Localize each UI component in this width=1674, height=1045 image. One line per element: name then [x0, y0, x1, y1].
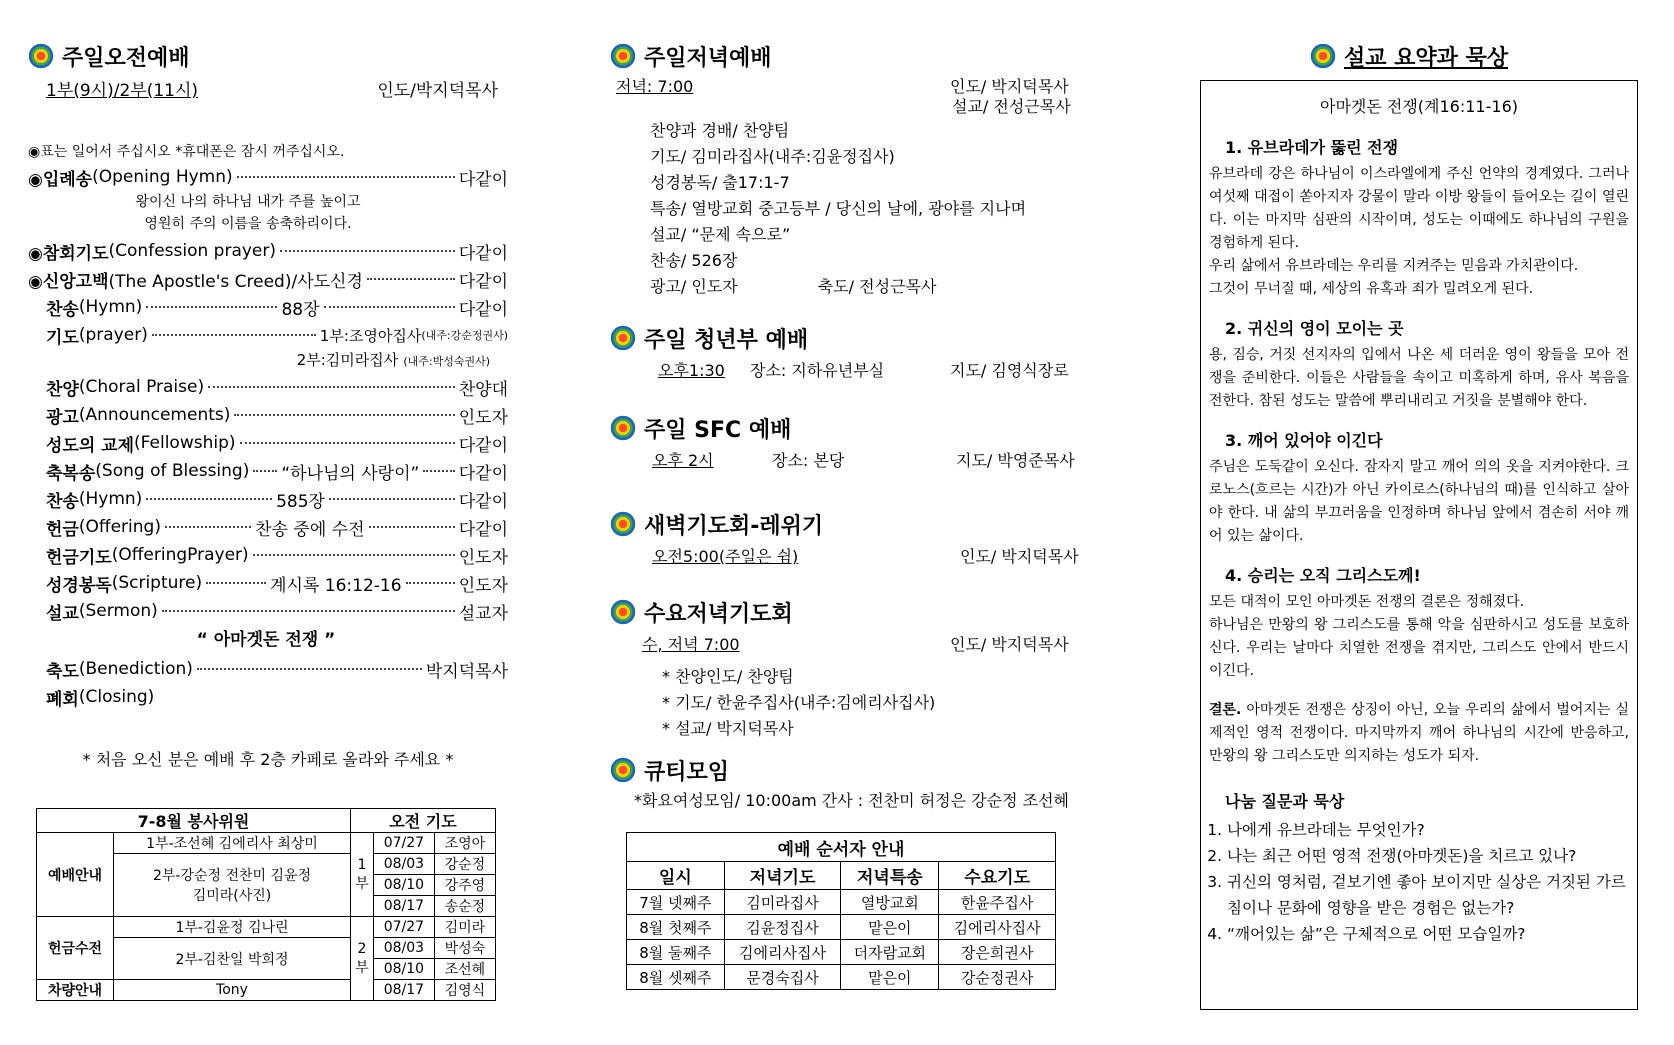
youth-guide: 지도/ 김영식장로 — [950, 361, 1069, 380]
order-label-en: (OfferingPrayer) — [111, 545, 249, 565]
evening-item: 기도/ 김미라집사(내주:김윤정집사) — [650, 147, 895, 166]
table-cell: 강순정권사 — [939, 965, 1056, 990]
table-cell: 8월 셋째주 — [627, 965, 725, 990]
prayer-part2: 2부:김미라집사 — [296, 351, 399, 369]
order-label: 광고 — [46, 407, 79, 428]
parking-name: Tony — [114, 980, 351, 1001]
order-label-en: (Offering) — [78, 517, 161, 537]
part2-label: 2 부 — [350, 917, 373, 1001]
order-label: 성경봉독 — [46, 575, 112, 596]
order-label-en: (Choral Praise) — [78, 377, 205, 397]
prayer-name: 김미라 — [434, 917, 495, 938]
summary-conclusion — [1209, 699, 1629, 768]
offering-part1: 1부-김윤정 김나린 — [114, 917, 351, 938]
order-label-en: (Scripture) — [111, 573, 203, 593]
prayer-name: 조선혜 — [434, 959, 495, 980]
sermon-title: “ 아마겟돈 전쟁 ” — [196, 630, 336, 650]
order-mid: 찬송 중에 수전 — [255, 519, 365, 540]
order-label-en: (The Apostle's Creed)/사도신경 — [108, 271, 363, 292]
opening-text-1: 왕이신 나의 하나님 내가 주를 높이고 — [135, 194, 361, 210]
table-header: 저녁기도 — [724, 862, 841, 890]
order-label: 찬양 — [46, 379, 79, 400]
table-cell: 김에리사집사 — [724, 940, 841, 965]
order-opening-hymn — [28, 163, 508, 191]
wednesday-item: * 기도/ 한윤주집사(내주:김에리사집사) — [662, 693, 936, 712]
church-emblem-icon — [1310, 43, 1336, 69]
table-cell: 7월 넷째주 — [627, 890, 725, 915]
youth-place: 장소: 지하유년부실 — [750, 361, 885, 380]
summary-point-3: 3. 깨어 있어야 이긴다 — [1225, 431, 1383, 450]
order-label-en: (Closing) — [78, 687, 155, 707]
evening-services-column — [610, 0, 1080, 990]
leader-dots — [165, 526, 251, 528]
order-label-en: (Fellowship) — [134, 433, 236, 453]
offering-part2: 2부-김찬일 박희정 — [114, 938, 351, 980]
table-cell: 맡은이 — [841, 965, 939, 990]
order-label-en: (Hymn) — [78, 297, 143, 317]
order-offering — [46, 513, 508, 541]
order-who: 다같이 — [458, 169, 508, 190]
leader-dots — [197, 668, 422, 670]
usher-label: 예배안내 — [37, 833, 114, 917]
worship-order-table — [626, 832, 1056, 990]
morning-times-row — [46, 76, 498, 101]
wednesday-leader: 인도/ 박지덕목사 — [950, 635, 1069, 654]
dawn-time: 오전5:00(주일은 쉼) — [652, 547, 799, 566]
usher-part1: 1부-조선혜 김에리사 최상미 — [114, 833, 351, 854]
prayer-date: 07/27 — [373, 833, 434, 854]
order-who: 인도자 — [458, 547, 508, 568]
offering-label: 헌금수전 — [37, 917, 114, 980]
order-confession — [28, 237, 508, 265]
order-blessing-song — [46, 457, 508, 485]
youth-time: 오후1:30 — [658, 361, 725, 380]
order-who: 다같이 — [458, 243, 508, 264]
order-mid: 계시록 16:12-16 — [270, 575, 402, 596]
leader-dots — [206, 582, 266, 584]
summary-point-1: 1. 유브라데가 뚫린 전쟁 — [1225, 138, 1399, 157]
order-label: 찬송 — [46, 299, 79, 320]
order-benediction — [46, 655, 508, 683]
standing-note: ◉표는 일어서 주십시오 *휴대폰은 잠시 꺼주십시오. — [28, 144, 345, 160]
table-header: 저녁특송 — [841, 862, 939, 890]
leader-dots — [253, 470, 277, 472]
leader-dots — [162, 610, 455, 612]
order-who: 인도자 — [458, 575, 508, 596]
order-label: ◉입례송 — [28, 169, 93, 190]
order-mid: 88장 — [281, 299, 320, 320]
leader-dots — [240, 442, 455, 444]
leader-dots — [237, 176, 455, 178]
evening-leader: 인도/ 박지덕목사 — [950, 77, 1069, 96]
summary-point-2: 2. 귀신의 영이 모이는 곳 — [1225, 319, 1404, 338]
wednesday-time: 수, 저녁 7:00 — [642, 635, 740, 654]
order-who: 설교자 — [458, 603, 508, 624]
order-hymn-1 — [46, 293, 508, 321]
evening-preacher: 설교/ 전성근목사 — [952, 97, 1071, 116]
evening-service-title: 주일저녁예배 — [644, 45, 772, 71]
usher-part2-line1: 2부-강순정 전찬미 김윤정 — [152, 868, 312, 884]
questions-title: 나눔 질문과 묵상 — [1225, 792, 1345, 811]
order-hymn-2 — [46, 485, 508, 513]
part1-label: 1 부 — [350, 833, 373, 917]
leader-dots — [406, 582, 455, 584]
prayer-name: 송순정 — [434, 896, 495, 917]
table-cell: 한윤주집사 — [939, 890, 1056, 915]
dawn-leader: 인도/ 박지덕목사 — [960, 547, 1079, 566]
dawn-info — [610, 542, 1080, 594]
order-who: 박지덕목사 — [425, 661, 508, 682]
prayer-part1: 1부:조영아집사 — [319, 326, 422, 345]
order-choral — [46, 373, 508, 401]
order-who: 다같이 — [458, 463, 508, 484]
summary-text: 우리 삶에서 유브라데는 우리를 지켜주는 믿음과 가치관이다. — [1209, 258, 1579, 274]
prayer-part2-next: (내주:박성숙권사) — [403, 355, 490, 368]
order-creed — [28, 265, 508, 293]
evening-item: 찬송/ 526장 — [650, 251, 738, 270]
question-item: 1. 나에게 유브라데는 무엇인가? — [1227, 817, 1629, 843]
table-row — [627, 890, 1056, 915]
church-emblem-icon — [610, 415, 636, 441]
table-cell: 장은희권사 — [939, 940, 1056, 965]
sermon-summary-box — [1200, 80, 1638, 1010]
summary-text: 유브라데 강은 하나님이 이스라엘에게 주신 언약의 경계였다. 그러나 여섯째 대접이 쏟아지자 강물이 말라 이방 왕들이 들어오는 길이 열린다. 이는 마지막 심판의 시작이며, 성도는 이때에도 하나님의 구원을 경험하게 된다. — [1209, 166, 1629, 251]
prayer-name: 박성숙 — [434, 938, 495, 959]
youth-info — [610, 356, 1080, 410]
volunteers-header: 7-8월 봉사위원 — [37, 809, 351, 833]
table-cell: 8월 둘째주 — [627, 940, 725, 965]
question-item: 2. 나는 최근 어떤 영적 전쟁(아마겟돈)을 치르고 있나? — [1227, 843, 1629, 869]
leader-dots — [146, 306, 277, 308]
worship-order-title: 예배 순서자 안내 — [627, 833, 1056, 862]
evening-item: 성경봉독/ 출17:1-7 — [650, 173, 790, 192]
table-cell: 맡은이 — [841, 915, 939, 940]
order-prayer — [46, 321, 508, 349]
morning-leader: 인도/박지덕목사 — [377, 81, 498, 101]
prayer-date: 08/03 — [373, 854, 434, 875]
usher-part2-line2: 김미라(사진) — [192, 888, 272, 904]
table-cell: 열방교회 — [841, 890, 939, 915]
order-who: 다같이 — [458, 519, 508, 540]
dawn-prayer-heading — [610, 506, 1080, 542]
table-header: 일시 — [627, 862, 725, 890]
order-who: 인도자 — [458, 407, 508, 428]
table-row — [627, 940, 1056, 965]
order-label: 성도의 교제 — [46, 435, 135, 456]
order-announcements — [46, 401, 508, 429]
leader-dots — [324, 306, 455, 308]
summary-text: 용, 짐승, 거짓 선지자의 입에서 나온 세 더러운 영이 왕들을 모아 전쟁을 준비한다. 이들은 사람들을 속이고 미혹하게 하며, 유사 복음을 전한다. 참된 성도는 말씀에 뿌리내리고 거짓을 분별해야 한다. — [1209, 347, 1629, 409]
leader-dots — [208, 386, 455, 388]
qt-text: *화요여성모임/ 10:00am 간사 : 전찬미 허정은 강순정 조선혜 — [634, 791, 1070, 810]
leader-dots — [423, 470, 454, 472]
summary-point-4: 4. 승리는 오직 그리스도께! — [1225, 566, 1421, 585]
order-label-en: (prayer) — [78, 325, 148, 345]
order-label: 찬송 — [46, 491, 79, 512]
visitor-note: * 처음 오신 분은 예배 후 2층 카페로 올라와 주세요 * — [82, 750, 454, 769]
table-cell: 문경숙집사 — [724, 965, 841, 990]
summary-text: 모든 대적이 모인 아마겟돈 전쟁의 결론은 정해졌다. — [1209, 594, 1525, 610]
table-cell: 김에리사집사 — [939, 915, 1056, 940]
evening-item: 찬양과 경배/ 찬양팀 — [650, 121, 790, 140]
church-emblem-icon — [610, 757, 636, 783]
sfc-time: 오후 2시 — [652, 451, 714, 470]
morning-service-heading — [28, 38, 508, 74]
prayer-name: 김영식 — [434, 980, 495, 1001]
conclusion-text: 아마겟돈 전쟁은 상징이 아닌, 오늘 우리의 삶에서 벌어지는 실제적인 영적 전쟁이다. 마지막까지 깨어 하나님의 시간에 반응하고, 만왕의 왕 그리스도만 의지하는 성도가 되자. — [1209, 702, 1629, 764]
prayer-name: 강순정 — [434, 854, 495, 875]
evening-order — [610, 118, 1080, 300]
leader-dots — [253, 554, 455, 556]
evening-benediction: 축도/ 전성근목사 — [817, 277, 937, 296]
leader-dots — [367, 278, 455, 280]
church-emblem-icon — [610, 43, 636, 69]
order-who: 다같이 — [458, 299, 508, 320]
table-cell: 김미라집사 — [724, 890, 841, 915]
table-header: 수요기도 — [939, 862, 1056, 890]
church-emblem-icon — [610, 599, 636, 625]
prayer-date: 08/10 — [373, 959, 434, 980]
sfc-place: 장소: 본당 — [772, 451, 845, 470]
prayer-date: 07/27 — [373, 917, 434, 938]
evening-last-row — [650, 274, 1080, 300]
evening-time: 저녁: 7:00 — [616, 77, 694, 96]
order-label: 설교 — [46, 603, 79, 624]
order-label: ◉신앙고백 — [28, 271, 109, 292]
prayer-date: 08/17 — [373, 980, 434, 1001]
table-cell: 8월 첫째주 — [627, 915, 725, 940]
prayer-name: 조영아 — [434, 833, 495, 854]
order-offering-prayer — [46, 541, 508, 569]
order-label-en: (Hymn) — [78, 489, 143, 509]
prayer-part1-next: (내주:강순정권사) — [421, 329, 508, 342]
wednesday-item: * 찬양인도/ 찬양팀 — [662, 667, 794, 686]
order-label-en: (Confession prayer) — [108, 241, 277, 261]
sfc-service-heading — [610, 410, 1080, 446]
morning-times: 1부(9시)/2부(11시) — [46, 81, 199, 101]
volunteers-table — [36, 808, 496, 1001]
qt-heading — [610, 752, 1080, 788]
parking-label: 차량안내 — [37, 980, 114, 1001]
youth-service-heading — [610, 320, 1080, 356]
order-label: 축복송 — [46, 463, 96, 484]
sfc-service-title: 주일 SFC 예배 — [644, 417, 792, 443]
youth-service-title: 주일 청년부 예배 — [644, 327, 809, 353]
order-label-en: (Opening Hymn) — [92, 167, 233, 187]
summary-text: 하나님은 만왕의 왕 그리스도를 통해 악을 심판하시고 성도를 보호하신다. 우리는 날마다 치열한 전쟁을 겪지만, 그리스도 안에서 반드시 이긴다. — [1209, 617, 1629, 679]
evening-item: 특송/ 열방교회 중고등부 / 당신의 날에, 광야를 지나며 — [650, 199, 1027, 218]
table-row — [627, 965, 1056, 990]
order-label: ◉참회기도 — [28, 243, 109, 264]
leader-dots — [329, 498, 455, 500]
summary-text: 주님은 도둑같이 오신다. 잠자지 말고 깨어 의의 옷을 지켜야한다. 크로노스(흐르는 시간)가 아닌 카이로스(하나님의 때)를 인식하고 살아야 한다. 내 삶의 부끄러움을 인정하며 하나님 앞에서 겸손히 서야 깨어 있는 삶이다. — [1209, 459, 1629, 544]
qt-title: 큐티모임 — [644, 759, 730, 785]
order-sermon — [46, 597, 508, 625]
evening-info — [610, 74, 1080, 118]
order-fellowship — [46, 429, 508, 457]
prayer-part2-row — [46, 349, 508, 373]
order-label-en: (Sermon) — [78, 601, 158, 621]
usher-part2 — [114, 854, 351, 917]
order-label: 헌금기도 — [46, 547, 112, 568]
summary-text: 그것이 무너질 때, 세상의 유혹과 죄가 밀려오게 된다. — [1209, 281, 1534, 297]
summary-sermon-title: 아마겟돈 전쟁(계16:11-16) — [1319, 97, 1518, 116]
sfc-guide: 지도/ 박영준목사 — [956, 451, 1075, 470]
dawn-prayer-title: 새벽기도회-레위기 — [644, 513, 824, 539]
evening-service-heading — [610, 38, 1080, 74]
questions-list — [1209, 817, 1629, 947]
order-who: 다같이 — [458, 491, 508, 512]
order-scripture — [46, 569, 508, 597]
church-emblem-icon — [610, 325, 636, 351]
order-who: 다같이 — [458, 435, 508, 456]
prayer-name: 강주영 — [434, 875, 495, 896]
church-emblem-icon — [610, 511, 636, 537]
wednesday-prayer-heading — [610, 594, 1080, 630]
morning-prayer-header: 오전 기도 — [350, 809, 495, 833]
leader-dots — [280, 250, 455, 252]
conclusion-label: 결론. — [1209, 702, 1242, 718]
wednesday-prayer-title: 수요저녁기도회 — [644, 601, 793, 627]
table-cell: 더자람교회 — [841, 940, 939, 965]
question-item: 4. “깨어있는 삶”은 구체적으로 어떤 모습일까? — [1227, 921, 1629, 947]
order-who: 찬양대 — [458, 379, 508, 400]
order-list-indented — [28, 293, 508, 711]
wednesday-order — [610, 664, 1080, 752]
prayer-date: 08/10 — [373, 875, 434, 896]
opening-text-2: 영원히 주의 이름을 송축하리이다. — [144, 216, 352, 232]
wednesday-item: * 설교/ 박지덕목사 — [662, 719, 794, 738]
prayer-date: 08/17 — [373, 896, 434, 917]
sermon-summary-title: 설교 요약과 묵상 — [1344, 45, 1509, 71]
order-label-en: (Benediction) — [78, 659, 193, 679]
order-label: 헌금 — [46, 519, 79, 540]
order-label: 축도 — [46, 661, 79, 682]
morning-service-title: 주일오전예배 — [62, 45, 190, 71]
evening-announce: 광고/ 인도자 — [650, 277, 738, 296]
leader-dots — [146, 498, 272, 500]
evening-item: 설교/ “문제 속으로” — [650, 225, 791, 244]
sermon-summary-heading — [1310, 38, 1508, 74]
order-label: 폐회 — [46, 689, 79, 710]
leader-dots — [369, 526, 455, 528]
order-label-en: (Announcements) — [78, 405, 231, 425]
question-item: 3. 귀신의 영처럼, 겉보기엔 좋아 보이지만 실상은 거짓된 가르침이나 문화에 영향을 받은 경험은 없는가? — [1227, 869, 1629, 921]
order-label-en: (Song of Blessing) — [95, 461, 250, 481]
leader-dots — [234, 414, 454, 416]
prayer-date: 08/03 — [373, 938, 434, 959]
morning-service-column — [28, 0, 508, 1001]
sfc-info — [610, 446, 1080, 506]
order-label: 기도 — [46, 327, 79, 348]
order-who: 다같이 — [458, 271, 508, 292]
table-row — [627, 915, 1056, 940]
wednesday-info — [610, 630, 1080, 664]
order-mid: “하나님의 사랑이” — [281, 463, 420, 484]
table-cell: 김윤정집사 — [724, 915, 841, 940]
church-emblem-icon — [28, 43, 54, 69]
leader-dots — [152, 334, 316, 336]
order-closing — [46, 683, 508, 711]
order-mid: 585장 — [276, 491, 325, 512]
